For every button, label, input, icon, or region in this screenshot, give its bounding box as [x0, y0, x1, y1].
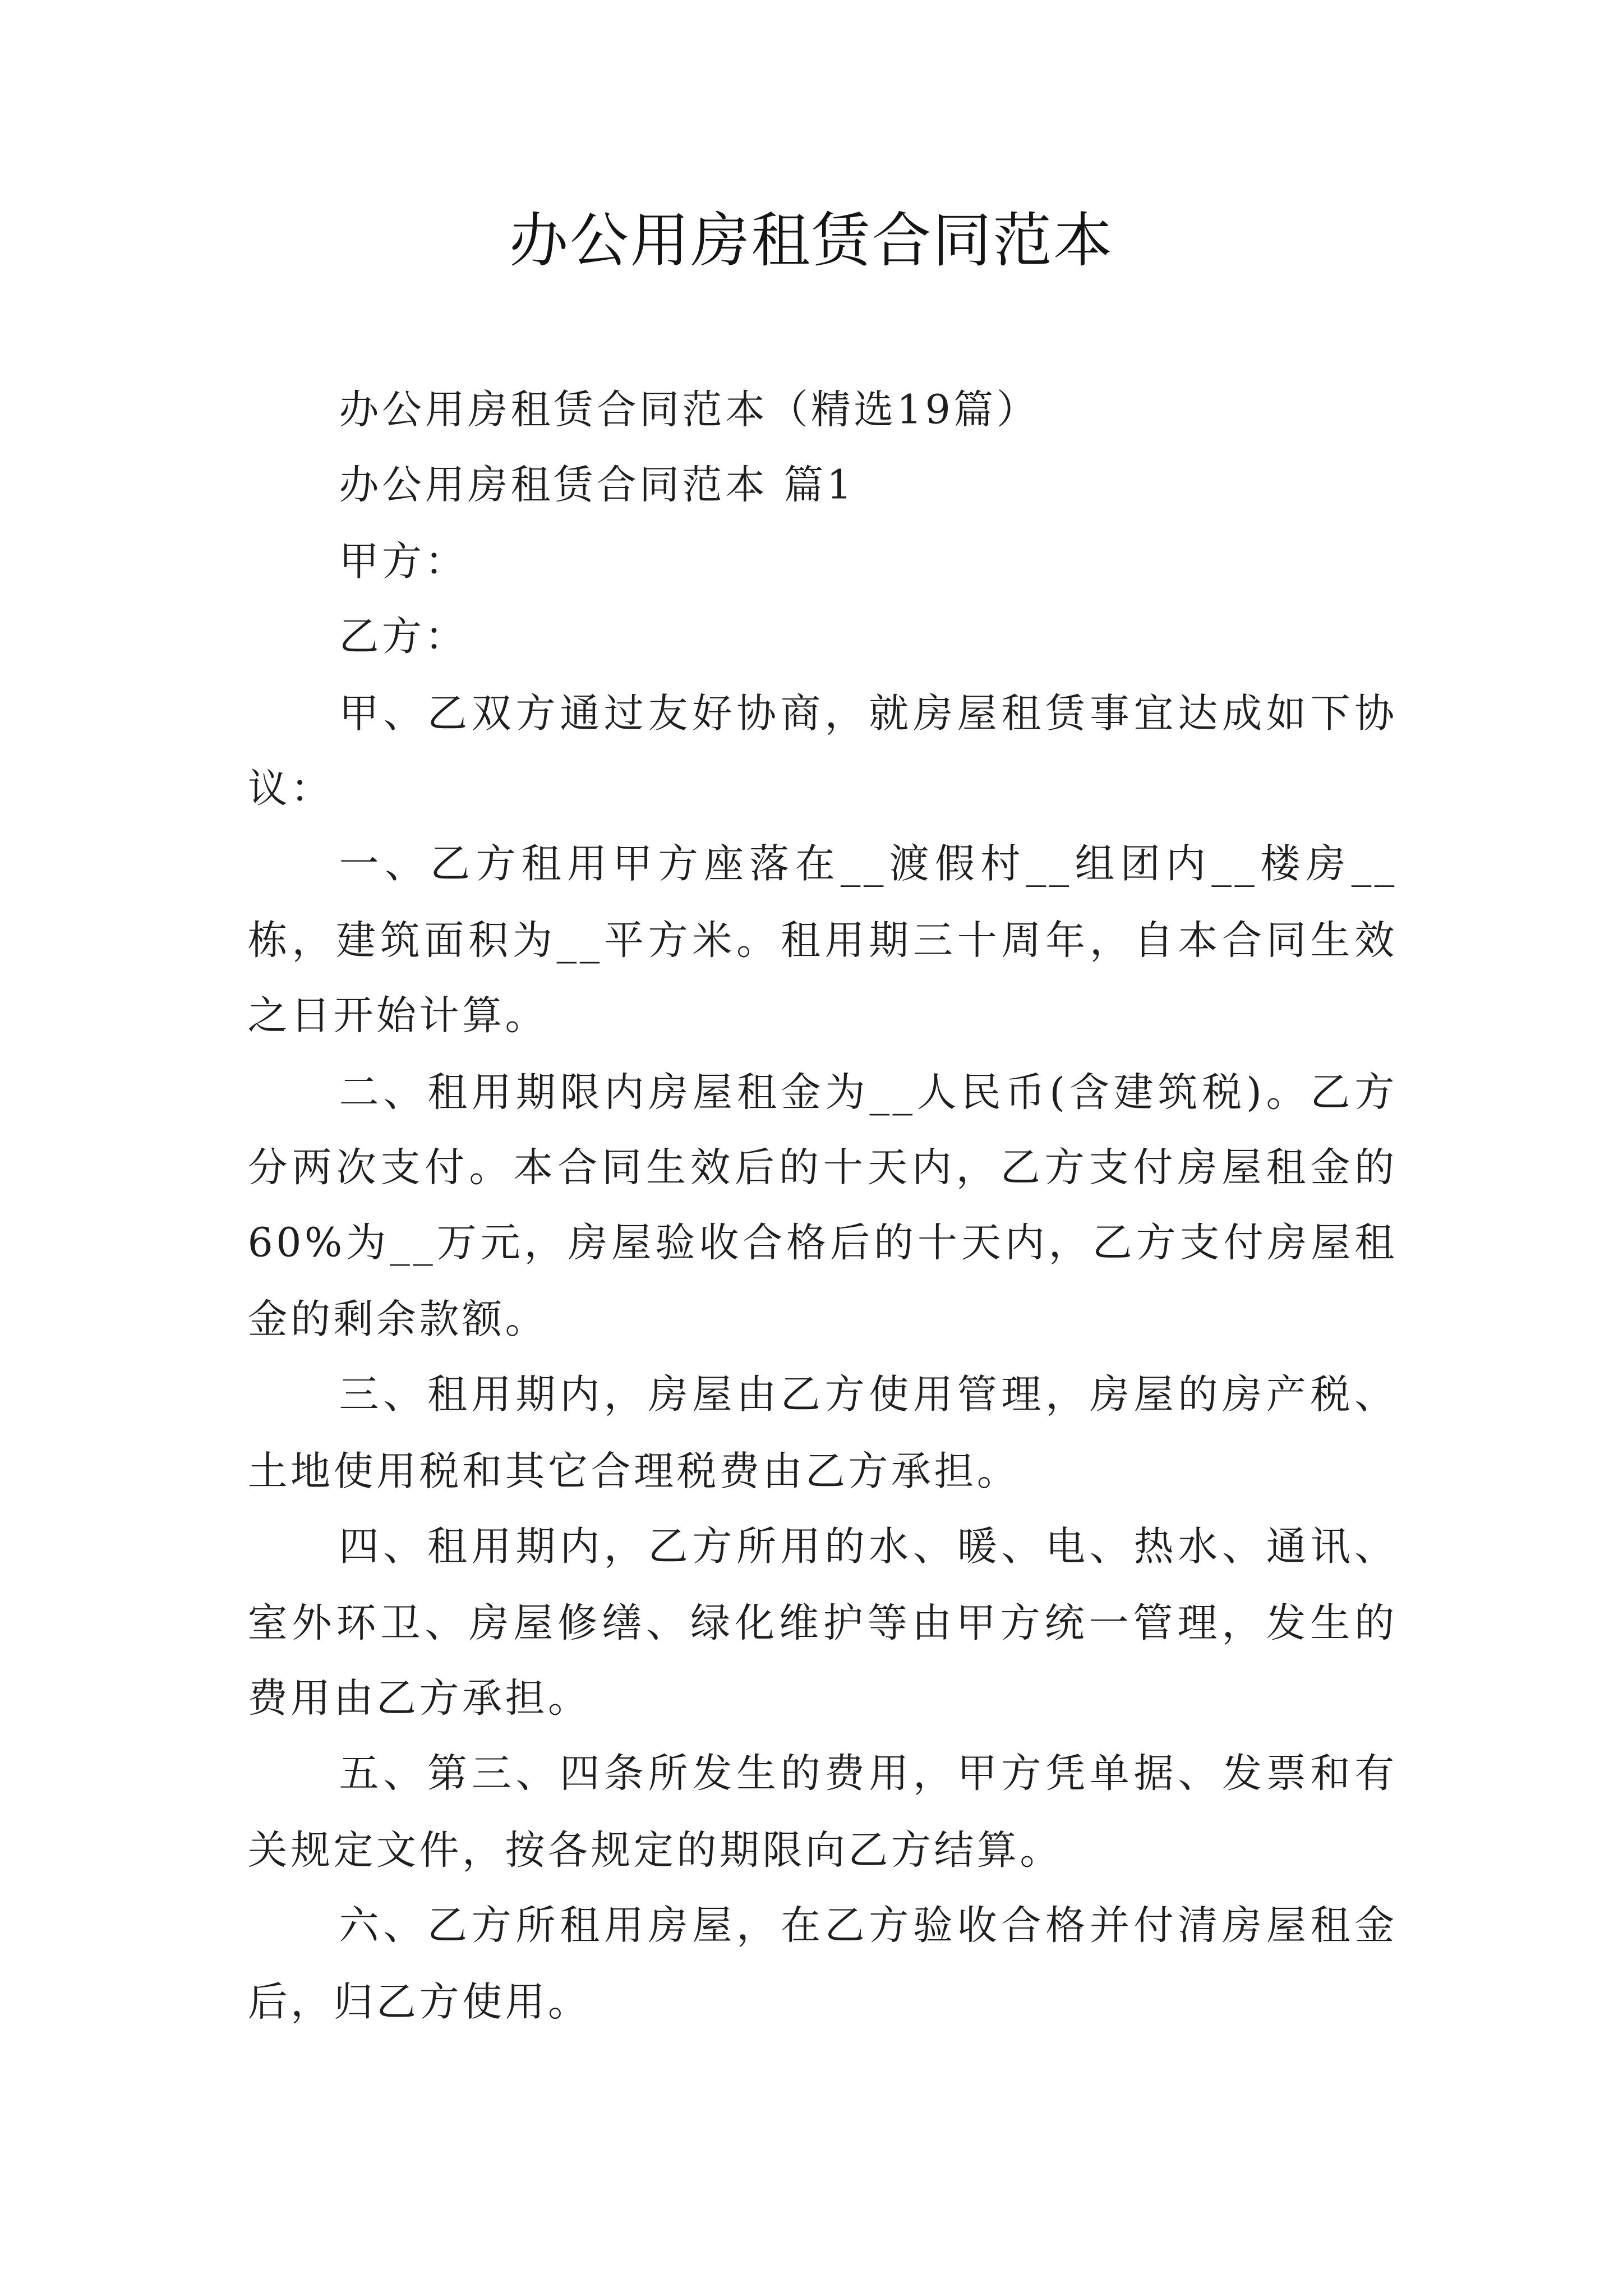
document-body: [248, 373, 1398, 2041]
clause-paragraph: 一、乙方租用甲方座落在__渡假村__组团内__楼房__栋，建筑面积为__平方米。租用期三十周年，自本合同生效之日开始计算。: [247, 843, 1398, 1040]
clause-paragraph: 四、租用期内，乙方所用的水、暖、电、热水、通讯、室外环卫、房屋修缮、绿化维护等由甲方统一管理，发生的费用由乙方承担。: [247, 1525, 1398, 1722]
section-heading: 办公用房租赁合同范本 篇1: [339, 463, 855, 509]
party-a-label: 甲方：: [339, 539, 468, 586]
document-title: 办公用房租赁合同范本: [509, 208, 1114, 276]
party-b-label: 乙方：: [339, 615, 468, 661]
clause-paragraph: 三、租用期内，房屋由乙方使用管理，房屋的房产税、土地使用税和其它合理税费由乙方承担。: [247, 1373, 1398, 1495]
clause-paragraph: 六、乙方所租用房屋，在乙方验收合格并付清房屋租金后，归乙方使用。: [247, 1903, 1398, 2026]
clause-paragraph: 二、租用期限内房屋租金为__人民币(含建筑税)。乙方分两次支付。本合同生效后的十天内，乙方支付房屋租金的60%为__万元，房屋验收合格后的十天内，乙方支付房屋租金的剩余款额。: [247, 1070, 1398, 1343]
subtitle-paragraph: 办公用房租赁合同范本（精选19篇）: [339, 388, 1040, 434]
clause-paragraph: 五、第三、四条所发生的费用，甲方凭单据、发票和有关规定文件，按各规定的期限向乙方结算。: [247, 1752, 1398, 1874]
body-paragraph: 甲、乙双方通过友好协商，就房屋租赁事宜达成如下协议：: [247, 691, 1398, 813]
